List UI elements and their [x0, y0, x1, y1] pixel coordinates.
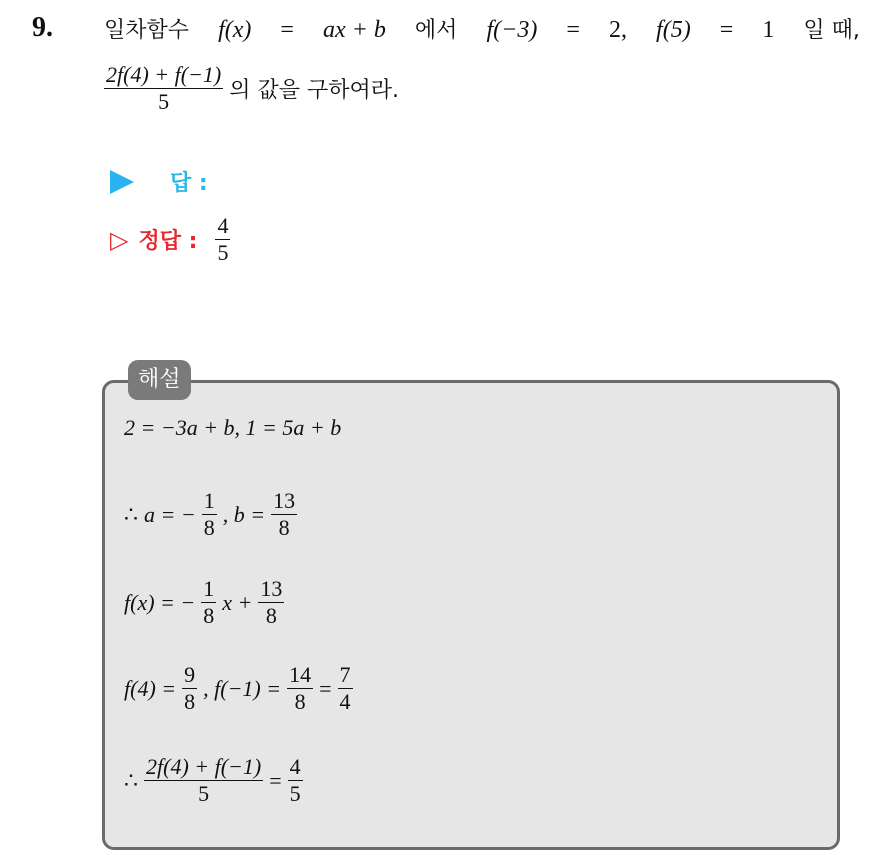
solution-line-5	[124, 754, 309, 807]
expr-denominator: 5	[158, 89, 170, 114]
a-denominator: 8	[203, 515, 215, 540]
fm1-label: , f(−1) =	[203, 675, 282, 701]
final-denominator: 5	[198, 781, 210, 806]
question-line-1	[104, 13, 860, 44]
a-numerator: 1	[203, 488, 215, 513]
intercept-numerator: 13	[260, 576, 283, 601]
fm1-denominator: 8	[294, 689, 306, 714]
b-label: , b =	[222, 501, 266, 527]
play-triangle-icon	[110, 170, 134, 194]
question-val1: 2,	[608, 17, 627, 43]
intercept-denominator: 8	[265, 603, 277, 628]
correct-answer-row	[110, 213, 230, 266]
outline-triangle-icon: ▷	[110, 225, 129, 254]
question-cond2: f(5)	[656, 17, 691, 43]
question-intro: 일차함수	[104, 18, 190, 43]
f4-label: f(4) =	[124, 675, 177, 701]
question-cond1: f(−3)	[486, 17, 538, 43]
question-eq2: =	[566, 17, 580, 43]
correct-denominator: 5	[217, 240, 229, 265]
fm1-simplified	[338, 662, 353, 715]
b-value	[271, 488, 297, 541]
question-number: 9.	[32, 12, 53, 43]
fm1-numerator: 14	[289, 662, 312, 687]
b-numerator: 13	[273, 488, 296, 513]
question-rhs: ax + b	[323, 17, 386, 43]
correct-numerator: 4	[217, 213, 229, 238]
final-numerator: 2f(4) + f(−1)	[146, 754, 262, 779]
correct-value	[215, 213, 230, 266]
fm1-value	[287, 662, 313, 715]
a-value	[202, 488, 217, 541]
solution-line-3	[124, 576, 290, 629]
a-label: a = −	[144, 501, 196, 527]
final-result	[288, 754, 303, 807]
fm1-simplified-numerator: 7	[339, 662, 351, 687]
solution-line-4	[124, 662, 359, 715]
question-eq: =	[280, 17, 294, 43]
solution-line-2	[124, 488, 297, 541]
fx-middle: x +	[222, 589, 253, 615]
equals-sign: =	[269, 767, 282, 793]
question-suffix: 의 값을 구하여라.	[229, 78, 399, 103]
b-denominator: 8	[278, 515, 290, 540]
slope-fraction	[201, 576, 216, 629]
expr-numerator: 2f(4) + f(−1)	[106, 62, 222, 87]
slope-denominator: 8	[203, 603, 215, 628]
question-fx: f(x)	[218, 17, 252, 43]
result-numerator: 4	[289, 754, 301, 779]
therefore-symbol: ∴	[124, 767, 138, 793]
question-end: 일 때,	[803, 18, 860, 43]
f4-denominator: 8	[184, 689, 196, 714]
question-line-2	[104, 62, 399, 115]
fm1-simplified-denominator: 4	[339, 689, 351, 714]
answer-label: 답 :	[170, 171, 208, 196]
f4-numerator: 9	[184, 662, 196, 687]
result-denominator: 5	[289, 781, 301, 806]
question-expression	[104, 62, 223, 115]
question-eq3: =	[719, 17, 734, 43]
intercept-fraction	[258, 576, 284, 629]
question-mid: 에서	[414, 18, 458, 43]
f4-value	[182, 662, 197, 715]
fx-label: f(x) = −	[124, 589, 196, 615]
solution-equations: 2 = −3a + b, 1 = 5a + b	[124, 415, 342, 440]
solution-tag: 해설	[128, 360, 191, 400]
correct-label: 정답 :	[138, 229, 198, 254]
slope-numerator: 1	[203, 576, 215, 601]
question-val2: 1	[762, 17, 775, 43]
therefore-symbol: ∴	[124, 501, 138, 527]
solution-line-1	[124, 415, 341, 441]
equals-sign: =	[319, 675, 332, 701]
answer-row	[110, 166, 208, 197]
final-expression	[144, 754, 263, 807]
